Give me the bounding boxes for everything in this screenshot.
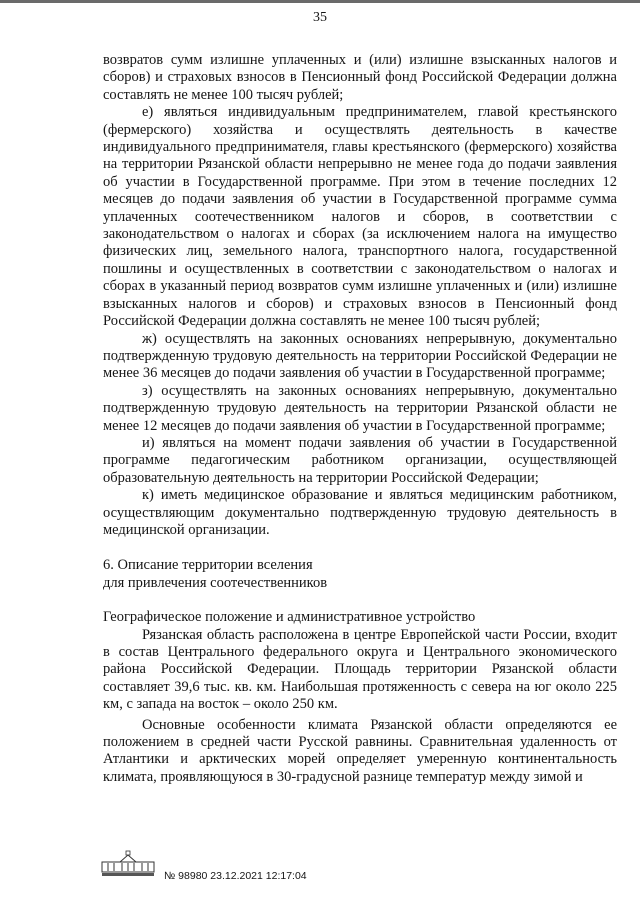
subsection-heading: Географическое положение и административное устройство [103, 609, 476, 626]
footer [100, 850, 400, 886]
section-title-line1: 6. Описание территории вселения [103, 557, 313, 574]
paragraph-item-zh: ж) осуществлять на законных основаниях непрерывную, документально подтвержденную трудовую деятельность на территории Российской Федерации не менее 36 месяцев до подачи заявления об участии в Государственной программе; [103, 330, 617, 382]
paragraph-item-i: и) являться на момент подачи заявления об участии в Государственной программе педагогическим работником организации, осуществляющей образовательную деятельность на территории Российской Федерации; [103, 434, 617, 486]
document-body [103, 52, 617, 786]
page-top-edge [0, 0, 640, 3]
paragraph-item-k: к) иметь медицинское образование и являться медицинским работником, осуществляющим документально подтвержденную трудовую деятельность в медицинской организации. [103, 487, 617, 538]
registration-stamp: № 98980 23.12.2021 12:17:04 [164, 870, 307, 882]
paragraph-item-e: е) являться индивидуальным предпринимателем, главой крестьянского (фермерского) хозяйства и осуществлять деятельность в качестве индивидуального предпринимателя, главы крестьянского (фермерского) хозяйства на территории Рязанской области непрерывно не менее года до подачи заявления об участии в Государственной программе. При этом в течение последних 12 месяцев до подачи заявления об участии в Государственной программе сумма уплаченных соотечественником налогов и сборов, в соответствии с законодательством о налогах и сборах (за исключением налога на имущество физических лиц, земельного налога, транспортного налога, государственной пошлины и осуществленных в соответствии с законодательством о налогах и сборах в указанный период возвратов сумм излишне уплаченных и (или) излишне взысканных налогов и сборов) и страховых взносов в Пенсионный фонд Российской Федерации должна составлять не менее 100 тысяч рублей; [103, 104, 617, 330]
building-emblem-icon [100, 850, 156, 878]
paragraph-continuation: возвратов сумм излишне уплаченных и (или) излишне взысканных налогов и сборов) и страховых взносов в Пенсионный фонд Российской Федерации должна составлять не менее 100 тысяч рублей; [103, 52, 617, 103]
paragraph-geography: Рязанская область расположена в центре Европейской части России, входит в состав Центрального федерального округа и Центрального экономического района Российской Федерации. Площадь территории Рязанской области составляет 39,6 тыс. кв. км. Наибольшая протяженность с севера на юг около 225 км, с запада на восток – около 250 км. [103, 626, 617, 713]
section-title-line2: для привлечения соотечественников [103, 574, 328, 591]
paragraph-item-z: з) осуществлять на законных основаниях непрерывную, документально подтвержденную трудовую деятельность на территории Рязанской области не менее 12 месяцев до подачи заявления об участии в Государственной программе; [103, 382, 617, 434]
page-number: 35 [313, 10, 327, 25]
paragraph-climate: Основные особенности климата Рязанской области определяются ее положением в средней части Русской равнины. Сравнительная удаленность от Атлантики и арктических морей определяет умеренную континентальность климата, проявляющуюся в 30-градусной разнице температур между зимой и [103, 716, 617, 785]
